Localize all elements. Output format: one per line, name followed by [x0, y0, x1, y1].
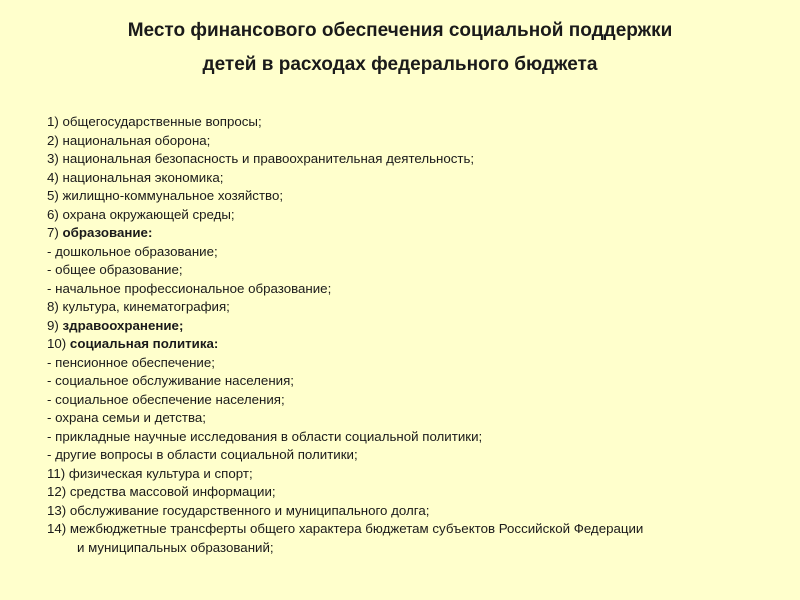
list-item: 11) физическая культура и спорт; [47, 465, 253, 481]
list-item: 13) обслуживание государственного и муниципального долга; [47, 502, 430, 518]
list-item: - социальное обслуживание населения; [47, 373, 294, 388]
list-item: 3) национальная безопасность и правоохранительная деятельность; [47, 151, 475, 166]
list-item-continuation: и муниципальных образований; [77, 539, 274, 555]
list-item: - охрана семьи и детства; [47, 410, 206, 425]
slide-title [0, 14, 800, 82]
title-line-2: детей в расходах федерального бюджета [202, 54, 598, 75]
bold-heading: здравоохранение; [62, 317, 184, 333]
list-item: 5) жилищно-коммунальное хозяйство; [47, 188, 284, 203]
list-item: - общее образование; [47, 262, 183, 277]
list-item: 2) национальная оборона; [47, 132, 211, 148]
list-item: 9) здравоохранение; [47, 317, 184, 333]
list-item: 1) общегосударственные вопросы; [47, 114, 262, 129]
list-item: 10) социальная политика: [47, 336, 219, 351]
bold-heading: социальная политика: [69, 336, 219, 351]
list-item: 14) межбюджетные трансферты общего характера бюджетам субъектов Российской Федерации и муниципальных образований; [47, 520, 767, 557]
expense-list [47, 113, 767, 557]
list-item: 12) средства массовой информации; [47, 484, 276, 499]
list-item: 7) образование: [47, 225, 153, 240]
list-item: - дошкольное образование; [47, 243, 218, 259]
bold-heading: образование: [62, 225, 153, 240]
list-item: 6) охрана окружающей среды; [47, 206, 235, 222]
list-item: - начальное профессиональное образование; [47, 280, 332, 296]
list-item: - прикладные научные исследования в области социальной политики; [47, 428, 483, 444]
list-item: - пенсионное обеспечение; [47, 354, 215, 370]
list-item: 8) культура, кинематография; [47, 299, 230, 314]
list-item: 4) национальная экономика; [47, 169, 224, 185]
title-line-1: Место финансового обеспечения социальной поддержки [127, 20, 673, 41]
list-item: - социальное обеспечение населения; [47, 391, 285, 407]
list-item: - другие вопросы в области социальной политики; [47, 447, 358, 462]
